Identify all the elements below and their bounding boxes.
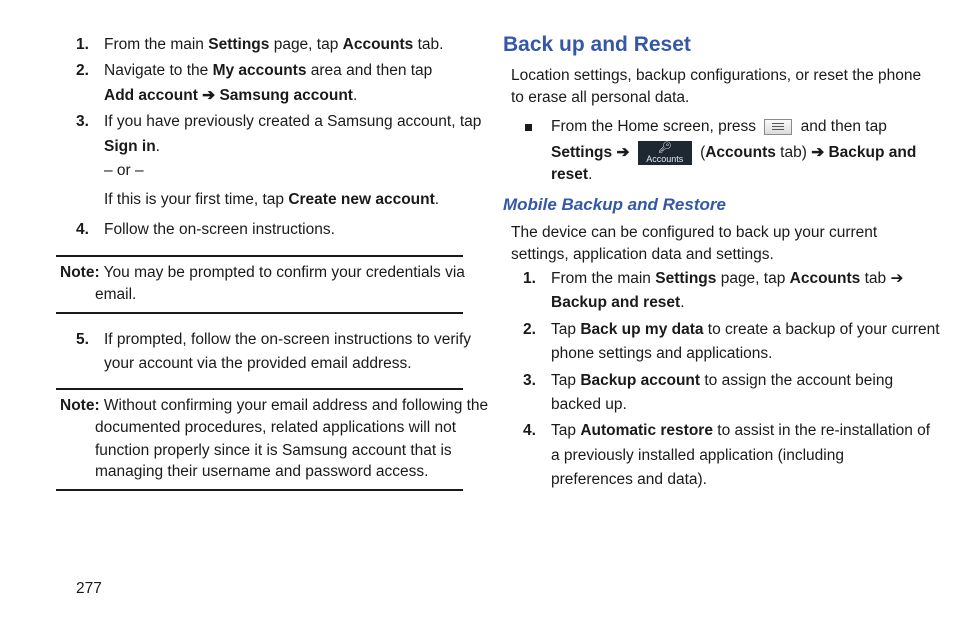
backup-step-3-line-1: Tap Backup account to assign the account being xyxy=(551,372,894,389)
backup-step-1-line-1: From the main Settings page, tap Accounts tab ➔ xyxy=(551,270,904,287)
step-number: 3. xyxy=(76,113,89,130)
bullet-marker xyxy=(525,124,532,131)
page-number: 277 xyxy=(76,580,102,597)
step-2-line-2: Add account ➔ Samsung account. xyxy=(104,87,358,104)
note-2-line-3: function properly since it is Samsung account that is xyxy=(95,442,452,459)
intro-line-2: to erase all personal data. xyxy=(511,89,690,106)
note-2-line-4: managing their username and password access. xyxy=(95,463,429,480)
divider xyxy=(56,255,463,257)
backup-step-3-line-2: backed up. xyxy=(551,396,627,413)
backup-step-2-line-2: phone settings and applications. xyxy=(551,345,773,362)
backup-step-4-line-2: a previously installed application (including xyxy=(551,447,844,464)
step-number: 3. xyxy=(523,372,536,389)
desc-line-2: settings, application data and settings. xyxy=(511,246,774,263)
accounts-app-icon: 🔑︎ Accounts xyxy=(638,141,692,165)
step-2-line-1: Navigate to the My accounts area and then tap xyxy=(104,62,433,79)
key-icon: 🔑︎ xyxy=(657,142,672,154)
backup-step-1-line-2: Backup and reset. xyxy=(551,294,685,311)
step-number: 4. xyxy=(523,422,536,439)
subsection-heading: Mobile Backup and Restore xyxy=(503,195,726,214)
step-number: 1. xyxy=(76,36,89,53)
or-separator: – or – xyxy=(104,162,144,179)
step-1-text: From the main Settings page, tap Accounts tab. xyxy=(104,36,444,53)
step-5-line-2: your account via the provided email address. xyxy=(104,355,412,372)
bullet-line-3: reset. xyxy=(551,166,593,183)
step-number: 2. xyxy=(76,62,89,79)
step-3-line-1: If you have previously created a Samsung account, tap xyxy=(104,113,482,130)
step-number: 1. xyxy=(523,270,536,287)
step-3-line-4: If this is your first time, tap Create new account. xyxy=(104,191,440,208)
backup-step-4-line-3: preferences and data). xyxy=(551,471,707,488)
step-number: 5. xyxy=(76,331,89,348)
step-number: 2. xyxy=(523,321,536,338)
step-3-line-2: Sign in. xyxy=(104,138,160,155)
divider xyxy=(56,489,463,491)
backup-step-2-line-1: Tap Back up my data to create a backup of your current xyxy=(551,321,940,338)
note-2-line-2: documented procedures, related applications will not xyxy=(95,419,457,436)
divider xyxy=(56,312,463,314)
bullet-line-1: From the Home screen, press and then tap xyxy=(551,118,887,135)
note-2-line-1: Note: Without confirming your email address and following the xyxy=(60,397,489,414)
note-1-line-2: email. xyxy=(95,286,137,303)
step-4-text: Follow the on-screen instructions. xyxy=(104,221,335,238)
divider xyxy=(56,388,463,390)
desc-line-1: The device can be configured to back up your current xyxy=(511,224,878,241)
step-number: 4. xyxy=(76,221,89,238)
bullet-line-2: Settings ➔ 🔑︎ Accounts (Accounts tab) ➔ Backup and xyxy=(551,142,917,164)
menu-key-icon xyxy=(764,119,792,135)
intro-line-1: Location settings, backup configurations, or reset the phone xyxy=(511,67,922,84)
note-1-line-1: Note: You may be prompted to confirm your credentials via xyxy=(60,264,465,281)
section-heading: Back up and Reset xyxy=(503,33,691,56)
backup-step-4-line-1: Tap Automatic restore to assist in the re-installation of xyxy=(551,422,931,439)
step-5-line-1: If prompted, follow the on-screen instructions to verify xyxy=(104,331,471,348)
